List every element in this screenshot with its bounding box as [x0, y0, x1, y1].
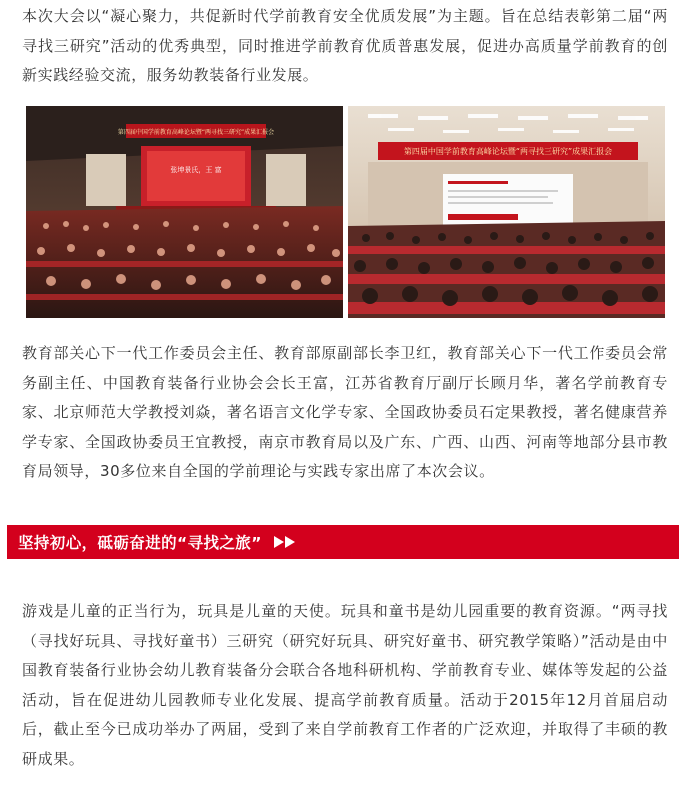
- double-play-arrow-icon: [274, 536, 296, 548]
- attendees-paragraph: 教育部关心下一代工作委员会主任、教育部原副部长李卫红，教育部关心下一代工作委员会常务副主任、中国教育装备行业协会会长王富，江苏省教育厅副厅长顾月华，著名学前教育专家、北京师范大学教授刘焱，著名语言文化学专家、全国政协委员石定果教授，著名健康营养学专家、全国政协委员王宜教授，南京市教育局以及广东、广西、山西、河南等地部分县市教育局领导，30多位来自全国的学前理论与实践专家出席了本次会议。: [22, 344, 668, 480]
- section-title: 坚持初心，砥砺奋进的“寻找之旅”: [18, 534, 262, 552]
- section-header-bar: [7, 525, 679, 559]
- stage-screen-text: 张坤景氏，王 富: [170, 166, 222, 174]
- conference-hall-left-image: [26, 106, 343, 318]
- conference-hall-right-image: [348, 106, 665, 318]
- conference-hall-photo-right: [348, 106, 665, 318]
- activity-paragraph: 游戏是儿童的正当行为，玩具是儿童的天使。玩具和童书是幼儿园重要的教育资源。“两寻找（寻找好玩具、寻找好童书）三研究（研究好玩具、研究好童书、研究教学策略）”活动是由中国教育装备行业协会幼儿教育装备分会联合各地科研机构、学前教育专业、媒体等发起的公益活动，旨在促进幼儿园教师专业化发展、提高学前教育质量。活动于2015年12月首届启动后，截止至今已成功举办了两届，受到了来自学前教育工作者的广泛欢迎，并取得了丰硕的教研成果。: [22, 602, 668, 768]
- intro-paragraph: 本次大会以“凝心聚力，共促新时代学前教育安全优质发展”为主题。旨在总结表彰第二届“两寻找三研究”活动的优秀典型，同时推进学前教育优质普惠发展，促进办高质量学前教育的创新实践经验交流，服务幼教装备行业发展。: [22, 7, 668, 84]
- stage-banner-right: 第四届中国学前教育高峰论坛暨“两寻找三研究”成果汇报会: [403, 147, 613, 156]
- conference-photo-row: [26, 106, 665, 318]
- stage-banner-left: 第四届中国学前教育高峰论坛暨“两寻找三研究”成果汇报会: [117, 129, 275, 136]
- conference-hall-photo-left: [26, 106, 343, 318]
